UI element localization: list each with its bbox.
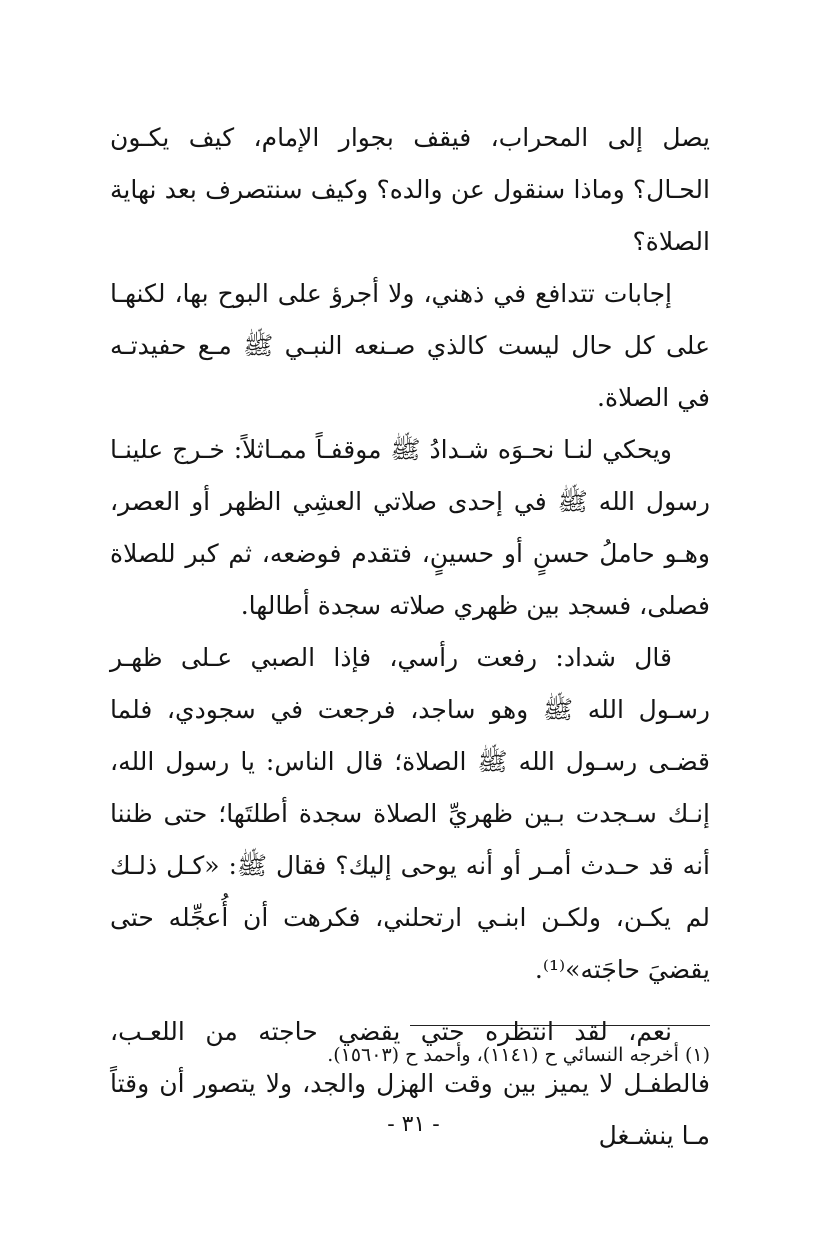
main-text <box>110 112 710 1162</box>
paragraph-3: ويحكي لنـا نحـوَه شـدادُ ﷺ موقفـاً ممـاثلاً: خـرج علينـا رسول الله ﷺ في إحدى صلاتي العشِي الظهر أو العصر، وهـو حاملُ حسنٍ أو حسينٍ، فتقدم فوضعه، ثم كبر للصلاة فصلى، فسجد بين ظهري صلاته سجدة أطالها. <box>110 435 710 620</box>
paragraph-5: نعم، لقد انتظره حتي يقضي حاجته من اللعـب، فالطفـل لا يميز بين وقت الهزل والجد، ولا يتصور أن وقتاً مـا ينشـغل <box>110 1017 710 1150</box>
footnote-divider <box>410 1025 710 1026</box>
paragraph-2: إجابات تتدافع في ذهني، ولا أجرؤ على البوح بها، لكنهـا على كل حال ليست كالذي صـنعه النبـي ﷺ مـع حفيدتـه في الصلاة. <box>110 279 710 412</box>
page-number: - ٣١ - <box>387 1112 440 1137</box>
paragraph-1: يصل إلى المحراب، فيقف بجوار الإمام، كيف يكـون الحـال؟ وماذا سنقول عن والده؟ وكيف سنتصرف بعد نهاية الصلاة؟ <box>110 123 710 256</box>
footnote: (١) أخرجه النسائي ح (١١٤١)، وأحمد ح (١٥٦٠٣). <box>327 1044 710 1066</box>
paragraph-4: قال شداد: رفعت رأسي، فإذا الصبي عـلى ظهـر رسـول الله ﷺ وهو ساجد، فرجعت في سجودي، فلما قضـى رسـول الله ﷺ الصلاة؛ قال الناس: يا رسول الله، إنـك سـجدت بـين ظهريِّ الصلاة سجدة أطلتَها؛ حتى ظننا أنه قد حـدث أمـر أو أنه يوحى إليك؟ فقال ﷺ: «كـل ذلـك لم يكـن، ولكـن ابنـي ارتحلني، فكرهت أن أُعجِّله حتى يقضيَ حاجَته»⁽¹⁾. <box>110 643 710 984</box>
